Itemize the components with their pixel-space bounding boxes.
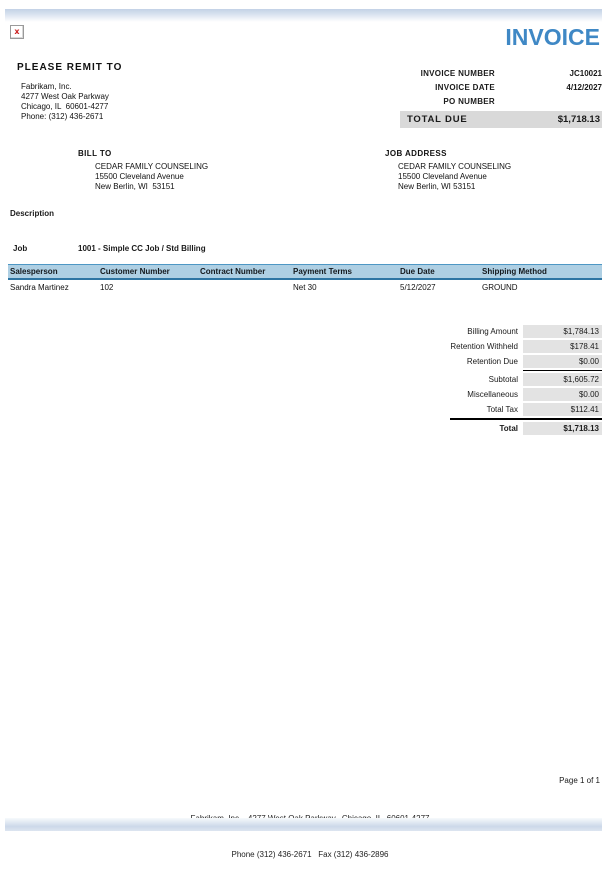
bill-to-address-line: 15500 Cleveland Avenue xyxy=(95,172,184,181)
billing-amount-row xyxy=(372,325,602,338)
subtotal-label: Subtotal xyxy=(488,375,518,384)
retention-withheld-value: $178.41 xyxy=(523,340,602,353)
retention-due-row xyxy=(372,355,602,368)
bill-to-address-line: New Berlin, WI 53151 xyxy=(95,182,175,191)
invoice-number-label: INVOICE NUMBER xyxy=(420,68,495,78)
job-address-heading: JOB ADDRESS xyxy=(385,149,447,158)
remit-address-line: Phone: (312) 436-2671 xyxy=(21,112,104,121)
subtotal-value: $1,605.72 xyxy=(523,373,602,386)
description-label: Description xyxy=(10,209,55,218)
remit-address-line: 4277 West Oak Parkway xyxy=(21,92,109,101)
subtotal-row xyxy=(372,373,602,386)
total-tax-value: $112.41 xyxy=(523,403,602,416)
column-header-salesperson: Salesperson xyxy=(10,267,58,276)
miscellaneous-value: $0.00 xyxy=(523,388,602,401)
job-address-line: CEDAR FAMILY COUNSELING xyxy=(398,162,512,171)
total-due-bar xyxy=(400,111,602,128)
invoice-date-label: INVOICE DATE xyxy=(435,82,495,92)
total-tax-row xyxy=(372,403,602,416)
retention-due-label: Retention Due xyxy=(466,357,518,366)
page-indicator: Page 1 of 1 xyxy=(559,776,600,785)
job-value: 1001 - Simple CC Job / Std Billing xyxy=(78,244,206,253)
invoice-date-value: 4/12/2027 xyxy=(566,82,602,92)
grand-total-separator-line xyxy=(450,418,602,420)
totals-summary xyxy=(372,325,602,437)
column-header-customer-number: Customer Number xyxy=(100,267,170,276)
total-due-value: $1,718.13 xyxy=(557,114,600,125)
cell-due-date: 5/12/2027 xyxy=(400,283,436,292)
job-address-line: 15500 Cleveland Avenue xyxy=(398,172,487,181)
miscellaneous-label: Miscellaneous xyxy=(467,390,518,399)
bill-to-address xyxy=(95,162,208,192)
column-header-due-date: Due Date xyxy=(400,267,435,276)
column-header-shipping-method: Shipping Method xyxy=(482,267,547,276)
billing-amount-label: Billing Amount xyxy=(467,327,518,336)
invoice-date-row xyxy=(322,80,602,94)
retention-withheld-label: Retention Withheld xyxy=(450,342,518,351)
remit-to-heading: PLEASE REMIT TO xyxy=(17,62,123,73)
bill-to-heading: BILL TO xyxy=(78,149,112,158)
retention-due-value: $0.00 xyxy=(523,355,602,368)
job-address-line: New Berlin, WI 53151 xyxy=(398,182,476,191)
invoice-details-table xyxy=(8,264,602,295)
cell-shipping-method: GROUND xyxy=(482,283,518,292)
cell-customer-number: 102 xyxy=(100,283,114,292)
total-tax-label: Total Tax xyxy=(486,405,518,414)
remit-address-line: Chicago, IL 60601-4277 xyxy=(21,102,109,111)
remit-address-line: Fabrikam, Inc. xyxy=(21,82,72,91)
po-number-label: PO NUMBER xyxy=(443,96,495,106)
cell-salesperson: Sandra Martinez xyxy=(10,283,69,292)
grand-total-row xyxy=(372,422,602,435)
bill-to-address-line: CEDAR FAMILY COUNSELING xyxy=(95,162,209,171)
total-due-label: TOTAL DUE xyxy=(407,114,468,125)
broken-image-icon: x xyxy=(10,25,24,39)
invoice-meta-fields xyxy=(322,66,602,108)
remit-to-address xyxy=(21,82,109,122)
column-header-payment-terms: Payment Terms xyxy=(293,267,352,276)
miscellaneous-row xyxy=(372,388,602,401)
footer-company-info xyxy=(13,789,607,885)
grand-total-label: Total xyxy=(499,424,518,433)
top-gradient-band xyxy=(5,9,602,22)
table-header-row xyxy=(8,264,602,280)
billing-amount-value: $1,784.13 xyxy=(523,325,602,338)
totals-separator-line xyxy=(523,370,602,371)
column-header-contract-number: Contract Number xyxy=(200,267,266,276)
invoice-number-row xyxy=(322,66,602,80)
retention-withheld-row xyxy=(372,340,602,353)
grand-total-value: $1,718.13 xyxy=(523,422,602,435)
table-row xyxy=(8,280,602,295)
invoice-number-value: JC10021 xyxy=(569,68,602,78)
bottom-gradient-band xyxy=(5,818,602,831)
invoice-title: INVOICE xyxy=(505,24,600,50)
cell-payment-terms: Net 30 xyxy=(293,283,317,292)
job-label: Job xyxy=(13,244,28,253)
footer-phone-fax-line: Phone (312) 436-2671 Fax (312) 436-2896 xyxy=(231,850,389,859)
job-address xyxy=(398,162,511,192)
po-number-row xyxy=(322,94,602,108)
